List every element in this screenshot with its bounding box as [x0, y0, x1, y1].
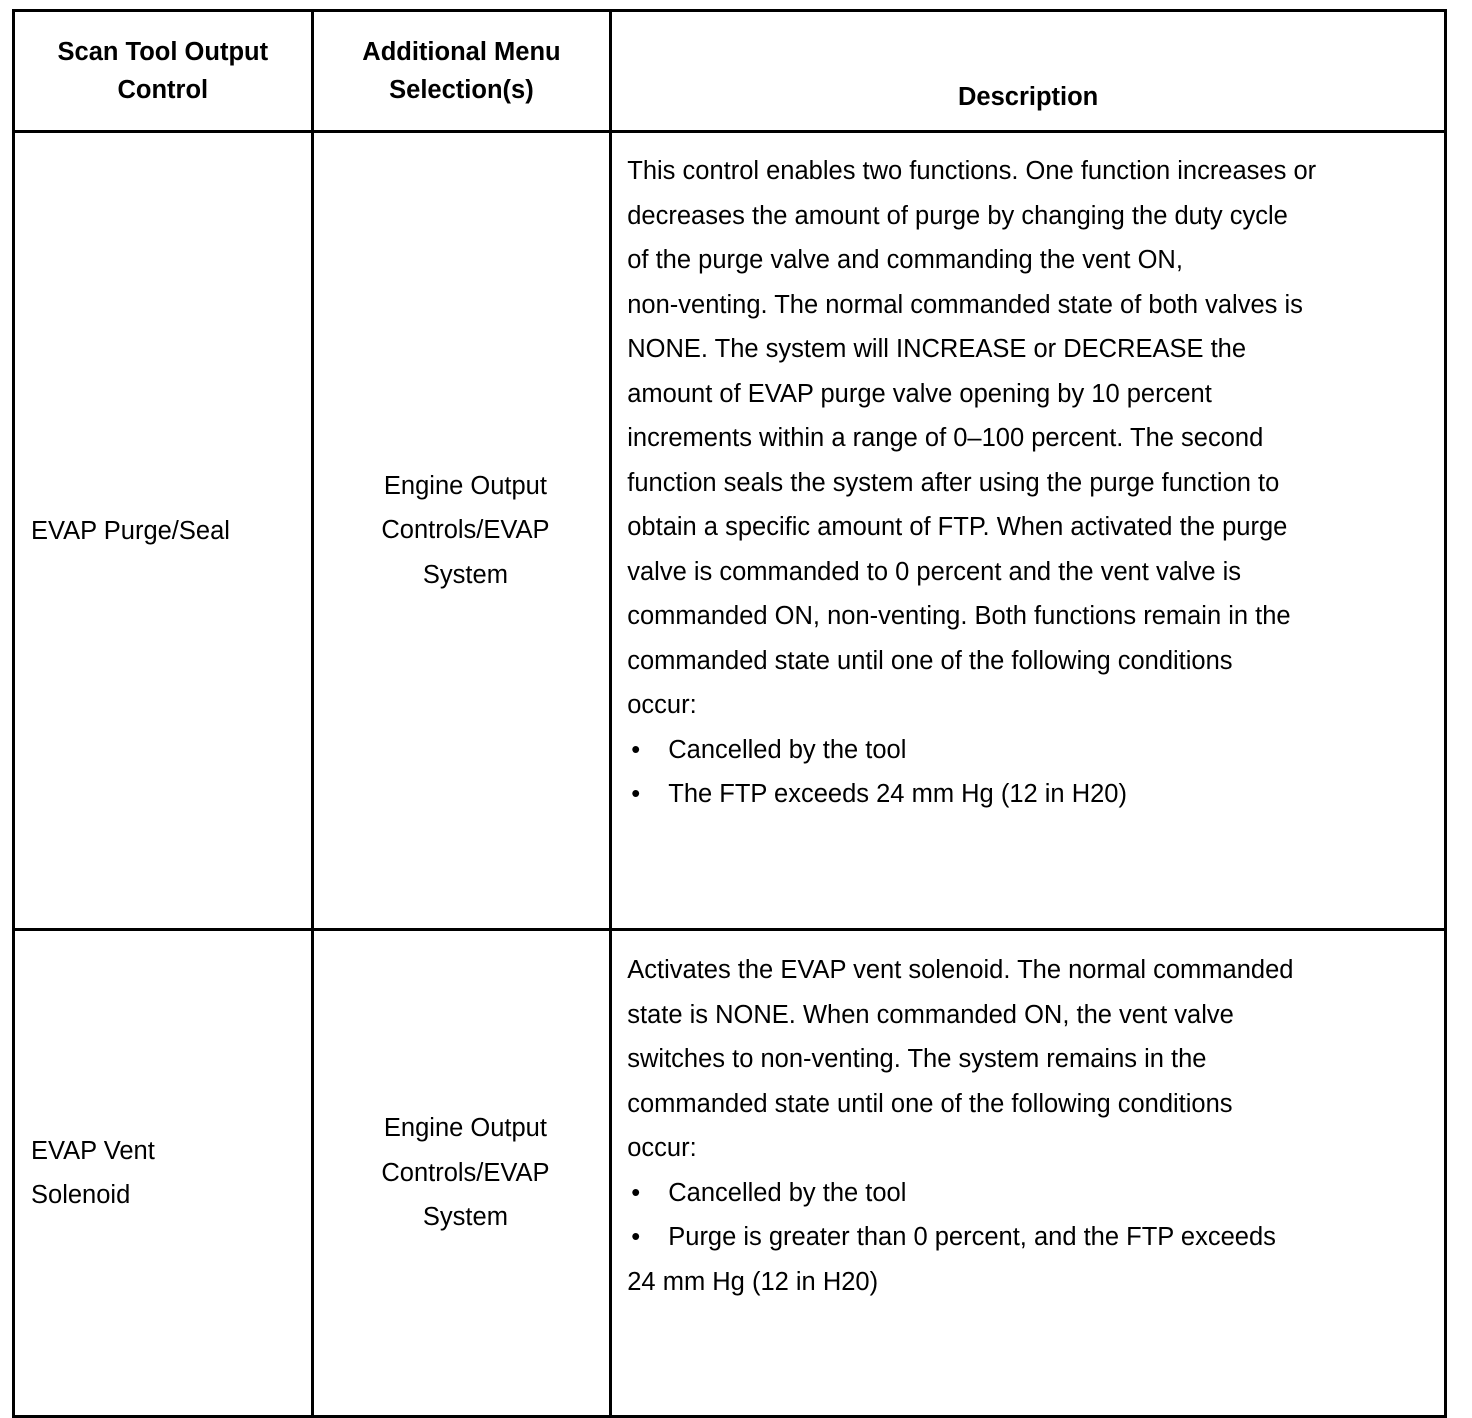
list-item-text: Cancelled by the tool	[668, 1178, 907, 1207]
description-line: non-venting. The normal commanded state of both valves is	[627, 290, 1303, 319]
list-item-text: Cancelled by the tool	[668, 735, 907, 764]
bullet-icon: •	[631, 1223, 641, 1251]
description-line: of the purge valve and commanding the vent ON,	[627, 246, 1183, 274]
row-menu-selection	[312, 132, 611, 930]
bullet-icon: •	[631, 780, 641, 808]
header-scan-tool-output-control	[14, 11, 313, 132]
output-control-name-line1: EVAP Vent	[31, 1137, 155, 1165]
condition-list	[627, 1171, 1404, 1305]
header-col2-line1: Additional Menu	[362, 38, 561, 66]
description-line: occur:	[627, 691, 697, 719]
row-description	[611, 930, 1446, 1417]
description-line: decreases the amount of purge by changing the duty cycle	[627, 201, 1288, 230]
description-line: NONE. The system will INCREASE or DECREASE the	[627, 335, 1247, 363]
description-line: amount of EVAP purge valve opening by 10 percent	[627, 379, 1212, 408]
header-col1-line2: Control	[117, 76, 209, 104]
header-additional-menu-selections	[312, 11, 611, 132]
description-line: switches to non-venting. The system remains in the	[627, 1045, 1207, 1073]
output-control-name-line2: Solenoid	[31, 1181, 131, 1209]
header-col3-label: Description	[957, 83, 1099, 111]
header-col2-line2: Selection(s)	[389, 76, 534, 104]
bullet-icon: •	[631, 1178, 641, 1207]
description-line: commanded state until one of the following conditions	[627, 1089, 1233, 1118]
bullet-icon: •	[631, 735, 641, 764]
list-item	[627, 772, 1404, 817]
menu-line: Engine Output	[383, 471, 547, 500]
condition-list	[627, 728, 1404, 817]
description-line: obtain a specific amount of FTP. When activated the purge	[627, 513, 1288, 541]
menu-line: Engine Output	[383, 1114, 547, 1143]
list-item-continuation	[627, 1260, 1404, 1305]
header-row	[14, 11, 1446, 132]
description-line: commanded state until one of the following conditions	[627, 646, 1233, 675]
table-row	[14, 930, 1446, 1417]
table-row	[14, 132, 1446, 930]
description-line: valve is commanded to 0 percent and the vent valve is	[627, 557, 1242, 586]
header-col1-line1: Scan Tool Output	[57, 38, 269, 66]
header-description	[611, 11, 1446, 132]
description-line: commanded ON, non-venting. Both functions remain in the	[627, 602, 1291, 630]
row-description	[611, 132, 1446, 930]
output-controls-table	[12, 9, 1447, 1418]
output-control-name: EVAP Purge/Seal	[31, 516, 230, 545]
list-item	[627, 728, 1404, 773]
menu-line: Controls/EVAP	[381, 1158, 550, 1187]
row-output-control-name	[14, 132, 313, 930]
list-item-text: The FTP exceeds 24 mm Hg (12 in H20)	[668, 780, 1127, 808]
list-item-text: 24 mm Hg (12 in H20)	[627, 1267, 879, 1296]
description-line: state is NONE. When commanded ON, the vent valve	[627, 1000, 1234, 1029]
row-output-control-name	[14, 930, 313, 1417]
menu-line: Controls/EVAP	[381, 516, 550, 545]
list-item	[627, 1215, 1404, 1260]
description-line: increments within a range of 0–100 percent. The second	[627, 424, 1264, 452]
list-item-text: Purge is greater than 0 percent, and the FTP exceeds	[668, 1223, 1276, 1251]
description-line: occur:	[627, 1134, 697, 1162]
row-menu-selection	[312, 930, 611, 1417]
description-line: function seals the system after using the purge function to	[627, 468, 1280, 497]
description-line: Activates the EVAP vent solenoid. The normal commanded	[627, 956, 1294, 984]
menu-line: System	[422, 1203, 508, 1232]
menu-line: System	[422, 560, 508, 589]
list-item	[627, 1171, 1404, 1216]
description-line: This control enables two functions. One function increases or	[627, 157, 1317, 185]
